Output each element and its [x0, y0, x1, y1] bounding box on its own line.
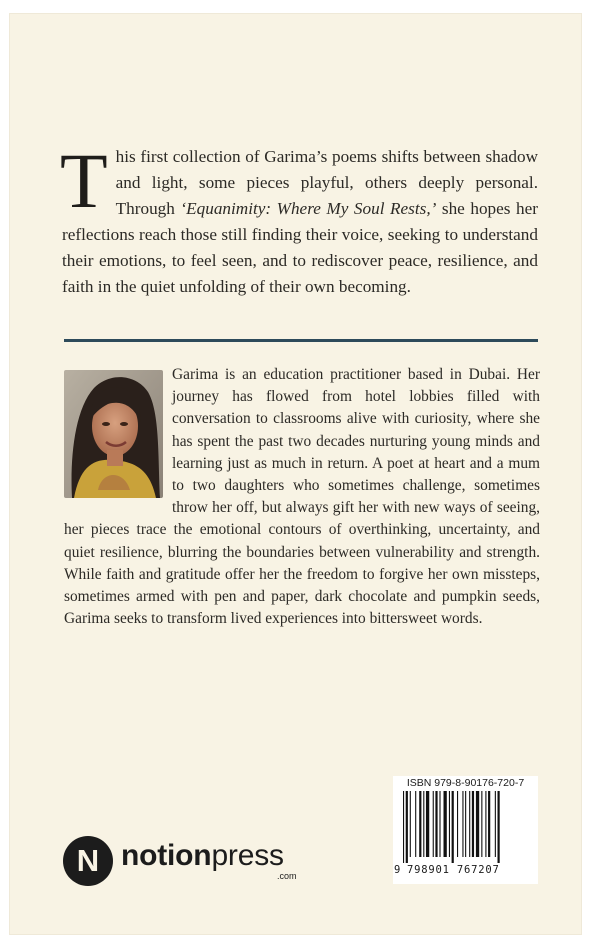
barcode-bar	[410, 791, 411, 857]
publisher-name-regular: press	[211, 839, 284, 872]
barcode-bar	[476, 791, 479, 857]
blurb-text-part1: his first collection of Garima’s poems shifts between shadow and light, some pieces playful, others deeply personal. Through	[115, 147, 538, 218]
drop-cap: T	[60, 137, 108, 224]
barcode-bar	[495, 791, 496, 857]
author-photo	[64, 370, 163, 498]
barcode-bar	[415, 791, 416, 857]
barcode-bar	[444, 791, 447, 857]
publisher-name-bold: notion	[121, 839, 212, 872]
publisher-name	[121, 838, 284, 874]
barcode-bar	[485, 791, 486, 857]
book-blurb	[60, 137, 538, 300]
bio-text: Garima is an education practitioner based in Dubai. Her journey has flowed from hotel lobbies filled with conversation to classrooms alive with curiosity, where she has spent the past two decades nurturing young minds and learning just as much in return. A poet at heart and a mum to two daughters who sometimes challenge, sometimes throw her off, but always gift her with new ways of seeing, her pieces trace the emotional contours of overthinking, uncertainty, and quiet resilience, blurring the boundaries between vulnerability and strength. While faith and gratitude offer her the freedom to forgive her own missteps, sometimes armed with pen and paper, dark chocolate and pumpkin seeds, Garima seeks to transform lived experiences into bittersweet words.	[64, 366, 540, 628]
barcode-bar	[481, 791, 482, 857]
barcode-bar	[452, 791, 454, 863]
barcode-bar	[403, 791, 404, 863]
barcode-bar	[433, 791, 434, 857]
isbn-label: ISBN 979-8-90176-720-7	[406, 777, 525, 789]
isbn-barcode	[393, 776, 538, 884]
barcode-bar	[449, 791, 450, 857]
barcode-bar	[469, 791, 470, 857]
publisher-domain-suffix: .com	[277, 871, 297, 881]
barcode-bar	[439, 791, 440, 857]
barcode-bar	[419, 791, 421, 857]
blurb-book-title: ‘Equanimity: Where My Soul Rests,’	[180, 199, 437, 218]
barcode-bars	[402, 791, 530, 863]
barcode-bar	[423, 791, 424, 857]
author-bio	[64, 364, 540, 630]
barcode-bar	[488, 791, 490, 857]
barcode-first-digit: 9	[394, 864, 401, 876]
barcode-bar	[457, 791, 458, 857]
publisher-monogram-icon: N	[63, 836, 113, 886]
publisher-logo	[63, 832, 308, 888]
barcode-bar	[465, 791, 466, 857]
divider-rule	[64, 339, 538, 342]
barcode-bar	[472, 791, 474, 857]
barcode-bar	[435, 791, 437, 857]
barcode-bar	[498, 791, 500, 863]
barcode-digit-groups: 798901 767207	[407, 864, 500, 876]
barcode-bar	[426, 791, 429, 857]
barcode-bar	[462, 791, 463, 857]
blurb-text-part2: she hopes her reflections reach those still finding their voice, seeking to understand their emotions, to feel seen, and to rediscover peace, resilience, and faith in the quiet unfolding of their own becoming.	[62, 199, 538, 296]
barcode-bar	[406, 791, 408, 863]
